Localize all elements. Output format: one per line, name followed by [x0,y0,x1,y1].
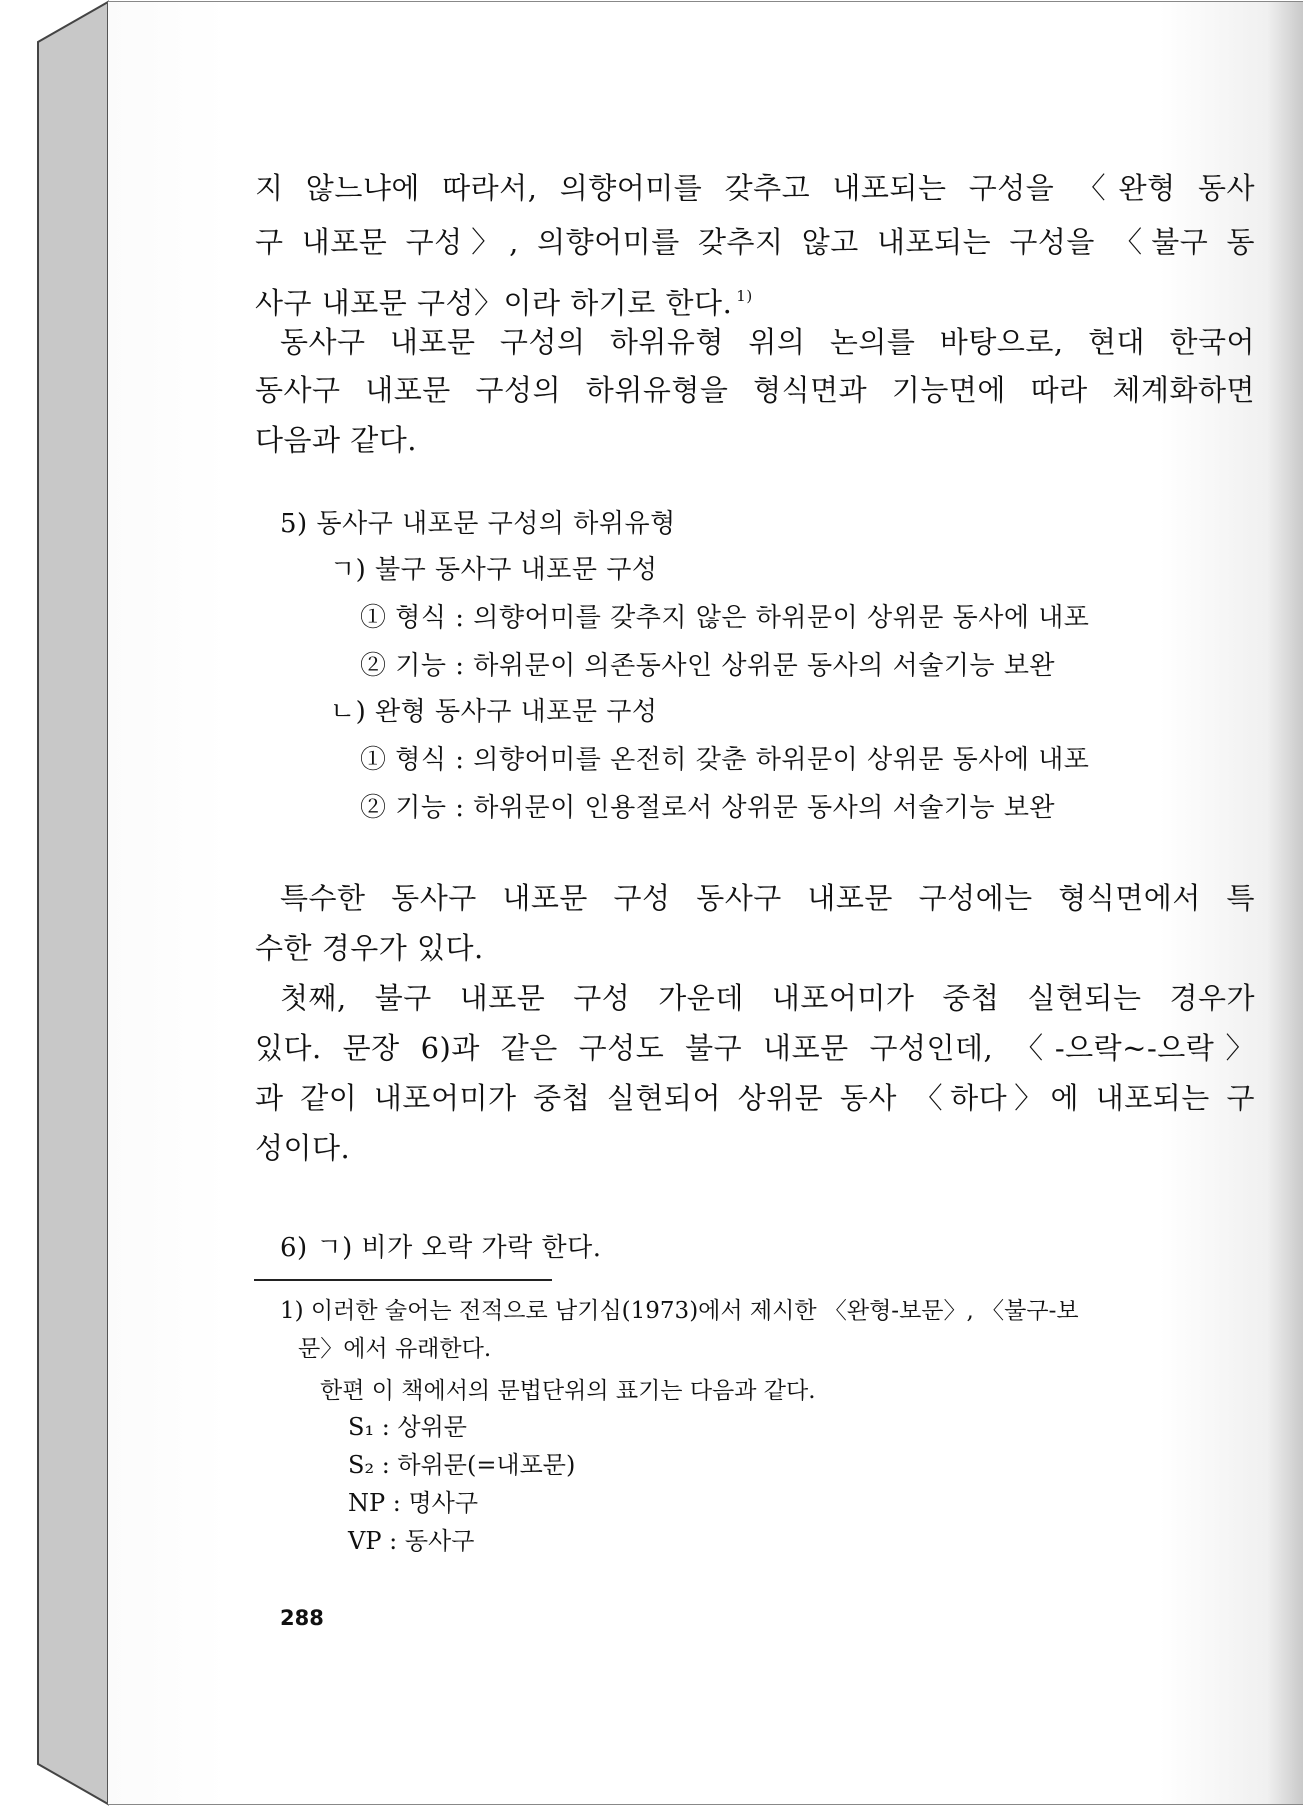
para1-line-3 [255,276,753,323]
example5-a-title: ㄱ) 불구 동사구 내포문 구성 [330,555,658,585]
footnote-s1: S₁ : 상위문 [348,1413,467,1441]
footnote-s2: S₂ : 하위문(=내포문) [348,1451,576,1479]
para1-line-2: 구 내포문 구성〉, 의향어미를 갖추지 않고 내포되는 구성을 〈불구 동 [255,225,1255,259]
footnote-line-3: 한편 이 책에서의 문법단위의 표기는 다음과 같다. [320,1378,816,1404]
para1-line-1: 지 않느냐에 따라서, 의향어미를 갖추고 내포되는 구성을 〈완형 동사 [255,171,1255,205]
footnote-mark: 1) [736,287,753,305]
example6: 6) ㄱ) 비가 오락 가락 한다. [280,1233,602,1263]
para2-line-3: 다음과 같다. [255,423,418,457]
para3-line-2: 수한 경우가 있다. [255,931,484,965]
para2-line-1: 동사구 내포문 구성의 하위유형 위의 논의를 바탕으로, 현대 한국어 [280,325,1255,359]
footnote-line-2: 문〉에서 유래한다. [298,1336,492,1362]
example5-a-function: ② 기능 : 하위문이 의존동사인 상위문 동사의 서술기능 보완 [360,651,1056,681]
example5-b-function: ② 기능 : 하위문이 인용절로서 상위문 동사의 서술기능 보완 [360,793,1056,823]
example5-b-title: ㄴ) 완형 동사구 내포문 구성 [330,697,658,727]
para4-line-3: 과 같이 내포어미가 중첩 실현되어 상위문 동사 〈하다〉에 내포되는 구 [255,1081,1255,1115]
para4-line-2: 있다. 문장 6)과 같은 구성도 불구 내포문 구성인데, 〈-으락~-으락〉 [255,1031,1255,1065]
example5-b-form: ① 형식 : 의향어미를 온전히 갖춘 하위문이 상위문 동사에 내포 [360,745,1090,775]
page-number: 288 [280,1606,324,1630]
para1-line-3-text: 사구 내포문 구성〉이라 하기로 한다. [255,286,733,320]
book-page [108,2,1303,1804]
para4-line-4: 성이다. [255,1131,351,1165]
footnote-divider [254,1279,552,1281]
para3-line-1: 특수한 동사구 내포문 구성 동사구 내포문 구성에는 형식면에서 특 [280,881,1255,915]
para2-line-2: 동사구 내포문 구성의 하위유형을 형식면과 기능면에 따라 체계화하면 [255,373,1255,407]
example5-heading: 5) 동사구 내포문 구성의 하위유형 [280,509,676,539]
footnote-line-1: 1) 이러한 술어는 전적으로 남기심(1973)에서 제시한 〈완형-보문〉, 〈불구-보 [280,1298,1079,1324]
footnote-vp: VP : 동사구 [348,1527,475,1555]
example5-a-form: ① 형식 : 의향어미를 갖추지 않은 하위문이 상위문 동사에 내포 [360,603,1090,633]
footnote-np: NP : 명사구 [348,1489,479,1517]
para4-line-1: 첫째, 불구 내포문 구성 가운데 내포어미가 중첩 실현되는 경우가 [280,981,1255,1015]
